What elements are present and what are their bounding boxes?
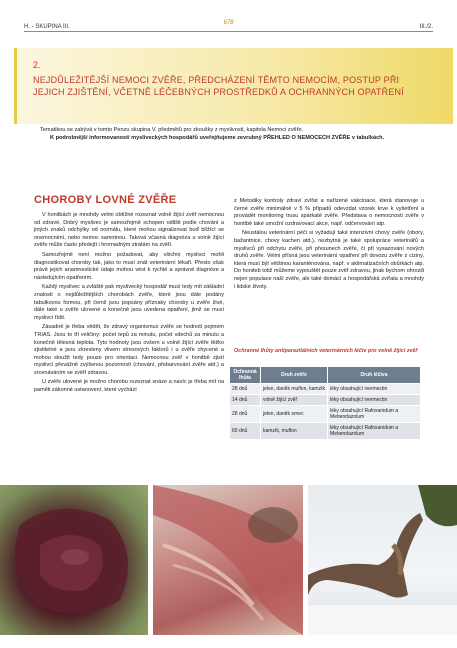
header-section-label: H. - SKUPINA III. — [24, 24, 70, 30]
photo-diseased-organ — [0, 485, 148, 635]
table-header-cell: Ochranná lhůta — [230, 367, 261, 384]
paragraph: Neustálou veterinární péči si vyžadují také intenzivní chovy zvěře (obory, bažantnice, chovy kachen atd.), nezbytná je také spolupráce veterinářů a myslivců při odchytu zvěře, při přesunech zvěře, či při vysazování nových druhů zvěře. Velmi přísná jsou veterinární opatření při dovozu zvěře z ciziny, která musí být většinou karanténována, např. v aklimatizačních obůrkách atp. Do honiteb totiž můžeme vypouštět pouze zvěř zdravou, jinak bychom ohrozili nejen populace naší zvěře, ale také domácí a hospodářská zvířata a mnohdy i lidské životy. — [234, 230, 424, 290]
table-cell: kamzík, muflon — [261, 423, 328, 440]
table-row — [230, 395, 421, 406]
table-row — [230, 406, 421, 423]
photo-internal-tissue — [153, 485, 303, 635]
withdrawal-period-table — [229, 366, 421, 440]
chapter-title: NEJDŮLEŽITĚJŠÍ NEMOCI ZVĚŘE, PŘEDCHÁZENÍ TĚMTO NEMOCÍM, POSTUP PŘI JEJICH ZJIŠTĚNÍ, VČETNĚ LÉČEBNÝCH PROSTŘEDKŮ A OCHRANNÝCH OPATŘENÍ — [33, 75, 404, 97]
table-row — [230, 423, 421, 440]
text-column-left — [34, 212, 224, 397]
paragraph: U zvěře ulovené je možno chorobu rozeznat snáze a navíc je třeba mít na paměti zákonné ustanovení, které vychází — [34, 379, 224, 394]
table-cell: 14 dnů — [230, 395, 261, 406]
table-cell: léky obsahující Rafoxanidum a Mebendazolum — [328, 406, 421, 423]
table-cell: léky obsahující ivermectin — [328, 395, 421, 406]
table-cell: 28 dnů — [230, 384, 261, 395]
table-header-cell: Druh léčiva — [328, 367, 421, 384]
paragraph: Zásadně je třeba vědět, že zdravý organismus zvěře se hodnotí pojmem TRIAS. Jsou to tři veličiny: počet tepů za minutu, počet vdechů za minutu a konečně tělesná teplota. Tyto hodnoty jsou ovšem u volně žijící zvěře těžko zjistitelné a jsou zkresleny vlivem stresových faktorů i u zvěře chycené a mohou sloužit tedy pouze pro orientaci. Nemocnou zvěř v honitbě zjistí myslivci převážně zvýšenou pozorností (chování, přebarvování zvěře atd.) a srovnáváním se zvěří zdravou. — [34, 324, 224, 376]
chapter-banner — [14, 48, 453, 124]
header-chapter-label: III./2. — [419, 24, 433, 30]
intro-line: Tematikou se zabývá v tomto Penzu skupina V. předmětů pro zkoušky z myslivosti, kapitola Nemoci zvěře. — [40, 127, 304, 133]
table-cell: 28 dnů — [230, 406, 261, 423]
text-column-right — [234, 198, 424, 293]
table-cell: 60 dnů — [230, 423, 261, 440]
table-header-cell: Druh zvěře — [261, 367, 328, 384]
paragraph: Každý myslivec a zvláště pak myslivecký hospodář musí tedy mít základní znalosti o nejdůležitějších chorobách zvěře, které jsou dále podány tabulkovou formou, při čemž jsou popsány příznaky choroby u zvěře živé, dále také u zvěře ulovené a konečně jsou uvedena opatření, jimž se musí myslivci řídit. — [34, 284, 224, 321]
table-caption: Ochranné lhůty antiparazitálních veterinárních léčiv pro volně žijící zvěř — [234, 348, 418, 354]
intro-block — [40, 126, 430, 142]
chapter-number: 2. — [33, 60, 41, 70]
paragraph: Samozřejmě není možno požadovat, aby všichni myslivci mohli diagnostikovat choroby tak, jako to musí znát veterinární lékaři. Přesto však právě jejich anamnestické údaje mohou vést k rychlé a správné diagnóze a následujícím opatřením. — [34, 251, 224, 281]
photo-deer-leg-in-snow — [308, 485, 457, 635]
table-cell: jelen, daněk srnec — [261, 406, 328, 423]
section-title: CHOROBY LOVNÉ ZVĚŘE — [34, 194, 177, 206]
table-cell: léky obsahující Rafoxanidum a Mebendazolum — [328, 423, 421, 440]
table-cell: jelen, daněk muflon, kamzík — [261, 384, 328, 395]
header-rule — [24, 31, 433, 32]
paragraph: V honitbách je mnohdy velmi obtížné rozeznat volně žijící zvěř nemocnou od zdravé. Dobrý myslivec je samozřejmě schopen odlišit podle chování a jiných znaků odchylky od normálu, které mohou signalizovat buď blížící se onemocnění, nebo nemoc samotnou. Taková včasná diagnóza u volně žijící zvěře může často předejít i hromadným ztrátám na zvěři. — [34, 212, 224, 249]
paragraph: z Metodiky kontroly zdraví zvířat a nařízené vakcinace, která stanovuje u černé zvěře minimálně v 5 % případů odevzdat vzorek krve k vyšetření a provádět monitoring trusu spárkaté zvěře. Představa o nemocnosti zvěře v honitbě také umožní ozdravovací akce, např. odčervování atp. — [234, 198, 424, 227]
page-header — [24, 20, 433, 32]
table-cell: léky obsahující ivermectin — [328, 384, 421, 395]
intro-bold-line: K podrobnější informovanosti mysliveckých hospodářů uveřejňujeme zevrubný PŘEHLED O NEMOCECH ZVĚŘE v tabulkách. — [50, 135, 385, 141]
table-row — [230, 384, 421, 395]
table-cell: volně žijící zvěř — [261, 395, 328, 406]
page-number: 678 — [223, 20, 234, 26]
